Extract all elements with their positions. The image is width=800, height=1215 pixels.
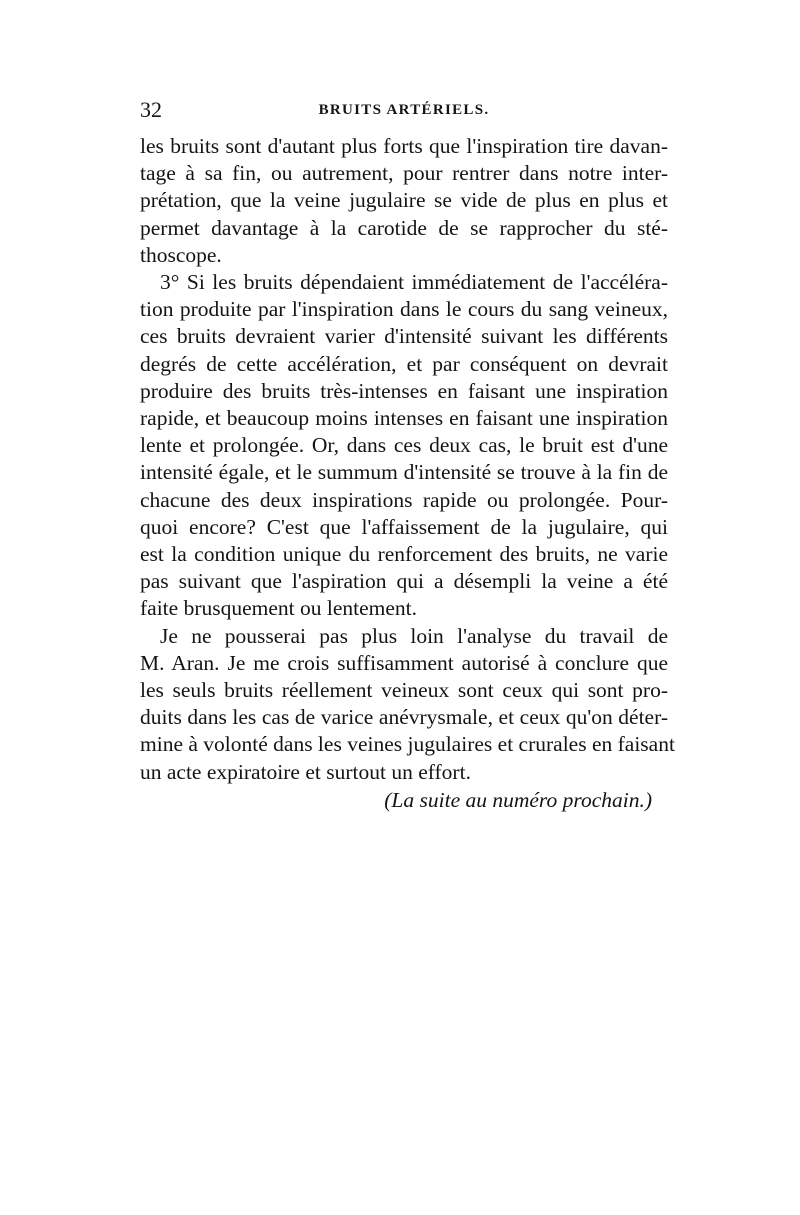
text-line: un acte expiratoire et surtout un effort. (140, 759, 471, 784)
text-line: pas suivant que l'aspiration qui a désempli la veine a été (140, 569, 668, 594)
text-line: duits dans les cas de varice anévrysmale, et ceux qu'on déter- (140, 705, 668, 730)
text-line: produire des bruits très-intenses en faisant une inspiration (140, 378, 668, 403)
text-line: degrés de cette accélération, et par conséquent on devrait (140, 351, 668, 376)
text-line: permet davantage à la carotide de se rapprocher du sté- (140, 215, 668, 240)
text-line: tion produite par l'inspiration dans le cours du sang veineux, (140, 297, 668, 322)
text-line: chacune des deux inspirations rapide ou prolongée. Pour- (140, 487, 668, 512)
text-line: mine à volonté dans les veines jugulaires et crurales en faisant (140, 732, 675, 757)
continuation-note: (La suite au numéro prochain.) (384, 788, 652, 812)
paragraph-2 (140, 269, 668, 623)
paragraph-3 (140, 623, 675, 786)
running-title: BRUITS ARTÉRIELS. (318, 102, 490, 118)
text-line: intensité égale, et le summum d'intensité se trouve à la fin de (140, 460, 668, 485)
running-head (140, 97, 668, 127)
text-line: les seuls bruits réellement veineux sont ceux qui sont pro- (140, 678, 668, 703)
text-line: prétation, que la veine jugulaire se vide de plus en plus et (140, 188, 668, 213)
text-line: thoscope. (140, 242, 222, 267)
paragraph-1 (140, 133, 668, 269)
text-line: lente et prolongée. Or, dans ces deux cas, le bruit est d'une (140, 433, 668, 458)
text-line: tage à sa fin, ou autrement, pour rentrer dans notre inter- (140, 161, 668, 186)
page-number: 32 (140, 97, 162, 122)
text-line: 3° Si les bruits dépendaient immédiatement de l'accéléra- (160, 270, 668, 295)
text-line: rapide, et beaucoup moins intenses en faisant une inspiration (140, 406, 668, 431)
text-line: quoi encore? C'est que l'affaissement de la jugulaire, qui (140, 514, 668, 539)
text-line: les bruits sont d'autant plus forts que l'inspiration tire davan- (140, 134, 668, 158)
text-line: M. Aran. Je me crois suffisamment autorisé à conclure que (140, 650, 668, 675)
text-line: faite brusquement ou lentement. (140, 596, 418, 621)
text-line: Je ne pousserai pas plus loin l'analyse du travail de (160, 623, 668, 648)
text-line: ces bruits devraient varier d'intensité suivant les différents (140, 324, 668, 349)
body-text (140, 133, 675, 786)
text-line: est la condition unique du renforcement des bruits, ne varie (140, 542, 668, 567)
